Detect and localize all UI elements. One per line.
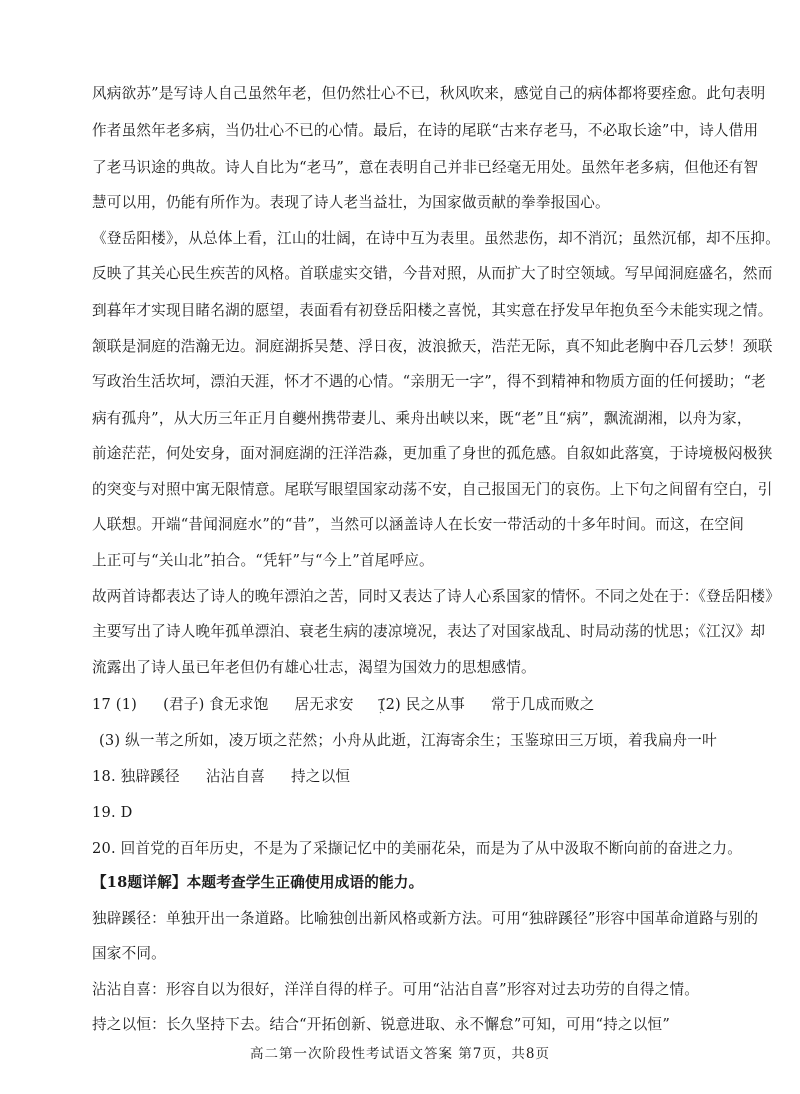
detail-18-line: 沾沾自喜：形容自以为很好，洋洋自得的样子。可用“沾沾自喜”形容对过去功劳的自得之情。 bbox=[92, 981, 700, 998]
pencil-mark bbox=[376, 697, 388, 715]
text-line: 上正可与“关山北”拍合。“凭轩”与“今上”首尾呼应。 bbox=[92, 552, 434, 569]
detail-18-line: 国家不同。 bbox=[92, 945, 166, 962]
text-line: 反映了其关心民生疾苦的风格。首联虚实交错，今昔对照，从而扩大了时空领域。写早闻洞庭盛名，然而 bbox=[92, 265, 773, 282]
answer-18-b: 沾沾自喜 bbox=[205, 768, 266, 785]
answer-18-c: 持之以恒 bbox=[291, 768, 351, 785]
text-line: 写政治生活坎坷，漂泊天涯，怀才不遇的心情。“亲朋无一字”，得不到精神和物质方面的任何援助；“老 bbox=[92, 373, 766, 390]
answer-17-number: 17 (1) bbox=[92, 696, 138, 713]
answer-17-line2: (3) 纵一苇之所如，凌万顷之茫然；小舟从此逝，江海寄余生；玉鉴琼田三万顷，着我扁舟一叶 bbox=[99, 732, 717, 749]
text-line: 主要写出了诗人晚年孤单漂泊、衰老生病的凄凉境况，表达了对国家战乱、时局动荡的忧思；《江汉》却 bbox=[92, 623, 766, 640]
text-line: 人联想。开端“昔闻洞庭水”的“昔”，当然可以涵盖诗人在长安一带活动的十多年时间。而这，在空间 bbox=[92, 516, 744, 533]
text-line: 风病欲苏”是写诗人自己虽然年老，但仍然壮心不已，秋风吹来，感觉自己的病体都将要痊愈。此句表明 bbox=[92, 85, 766, 102]
text-line: 到暮年才实现目睹名湖的愿望，表面看有初登岳阳楼之喜悦，其实意在抒发早年抱负至今未能实现之情。 bbox=[92, 302, 773, 319]
detail-18-heading: 【18题详解】本题考查学生正确使用成语的能力。 bbox=[92, 874, 424, 891]
answer-17-1b: 居无求安 bbox=[294, 696, 354, 713]
text-line: 《登岳阳楼》，从总体上看，江山的壮阔，在诗中互为表里。虽然悲伤，却不消沉；虽然沉郁，却不压抑。 bbox=[92, 230, 781, 247]
text-line: 慧可以用，仍能有所作为。表现了诗人老当益壮，为国家做贡献的拳拳报国心。 bbox=[92, 194, 610, 211]
answer-18-a: 18. 独辟蹊径 bbox=[92, 768, 180, 785]
answer-17-2a: (2) 民之从事 bbox=[379, 696, 465, 713]
text-line: 故两首诗都表达了诗人的晚年漂泊之苦，同时又表达了诗人心系国家的情怀。不同之处在于：《登岳阳楼》 bbox=[92, 588, 781, 605]
text-line: 病有孤舟”，从大历三年正月自夔州携带妻儿、乘舟出峡以来，既“老”且“病”，飘流湖湘，以舟为家， bbox=[92, 410, 752, 427]
answer-17-2b: 常于几成而败之 bbox=[490, 696, 595, 713]
detail-18-line: 持之以恒：长久坚持下去。结合“开拓创新、锐意进取、永不懈怠”可知，可用“持之以恒” bbox=[92, 1016, 671, 1033]
text-line: 了老马识途的典故。诗人自比为“老马”，意在表明自己并非已经毫无用处。虽然年老多病，但他还有智 bbox=[92, 159, 759, 176]
text-line: 流露出了诗人虽已年老但仍有雄心壮志，渴望为国效力的思想感情。 bbox=[92, 659, 536, 676]
detail-18-line: 独辟蹊径：单独开出一条道路。比喻独创出新风格或新方法。可用“独辟蹊径”形容中国革命道路与别的 bbox=[92, 910, 759, 927]
answer-19: 19. D bbox=[92, 804, 133, 821]
text-line: 前途茫茫，何处安身，面对洞庭湖的汪洋浩淼，更加重了身世的孤危感。自叙如此落寞，于诗境极闷极狭 bbox=[92, 445, 773, 462]
answer-17-1a: (君子) 食无求饱 bbox=[163, 696, 269, 713]
answer-20: 20. 回首党的百年历史，不是为了采撷记忆中的美丽花朵，而是为了从中汲取不断向前的奋进之力。 bbox=[92, 840, 742, 857]
text-line: 颔联是洞庭的浩瀚无边。洞庭湖拆吴楚、浮日夜，波浪掀天，浩茫无际，真不知此老胸中吞几云梦！颈联 bbox=[92, 338, 773, 355]
page-footer: 高二第一次阶段性考试语文答案 第7页，共8页 bbox=[250, 1046, 550, 1062]
answer-18 bbox=[92, 767, 350, 787]
answer-17-line1 bbox=[92, 695, 595, 715]
text-line: 作者虽然年老多病，当仍壮心不已的心情。最后，在诗的尾联“古来存老马，不必取长途”中，诗人借用 bbox=[92, 122, 759, 139]
text-line: 的突变与对照中寓无限情意。尾联写眼望国家动荡不安，自己报国无门的哀伤。上下句之间留有空白，引 bbox=[92, 481, 773, 498]
